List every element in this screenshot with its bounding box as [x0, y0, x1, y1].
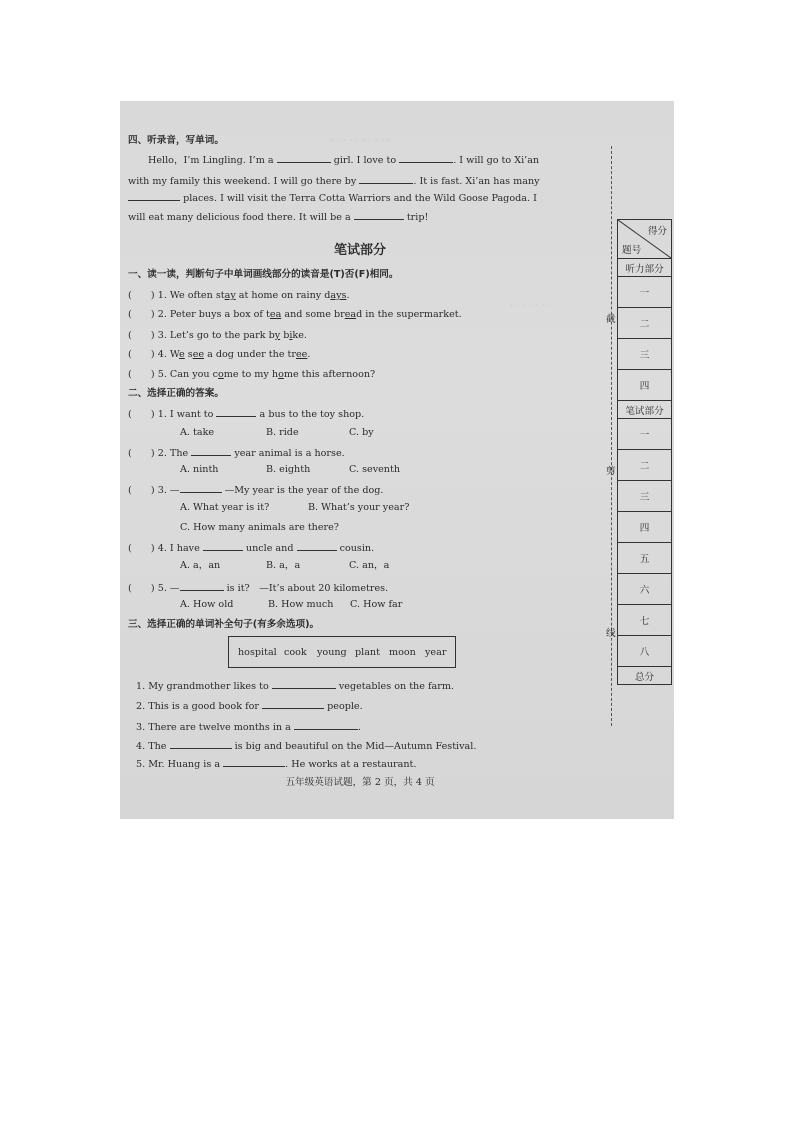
score-row: 二 — [618, 308, 671, 339]
section1-item: ( ) 2. Peter buys a box of tea and some bread in the supermarket. — [128, 309, 462, 320]
question-5: ( ) 5. — is it? —It’s about 20 kilometres. — [128, 583, 389, 594]
word-bank-item: hospital — [238, 647, 277, 658]
blank — [128, 191, 180, 201]
cut-char: 线 — [606, 628, 616, 639]
blank — [191, 446, 231, 456]
score-row: 一 — [618, 419, 671, 450]
question-3: ( ) 3. — —My year is the year of the dog. — [128, 485, 384, 496]
bleed-through: · · · · · · · · · · — [330, 136, 391, 147]
options-1: A. take B. ride C. by — [180, 427, 374, 438]
sentence-1: 1. My grandmother likes to vegetables on the farm. — [136, 681, 454, 692]
sentence-2: 2. This is a good book for people. — [136, 701, 363, 712]
section1-item: ( ) 5. Can you come to my home this afternoon? — [128, 369, 376, 380]
section2-heading: 二、选择正确的答案。 — [128, 388, 224, 399]
sentence-4: 4. The is big and beautiful on the Mid—Autumn Festival. — [136, 741, 477, 752]
page-footer: 五年级英语试题，第 2 页，共 4 页 — [285, 777, 435, 788]
question-1: ( ) 1. I want to a bus to the toy shop. — [128, 409, 365, 420]
listening-label: 听力部分 — [618, 259, 671, 277]
blank — [262, 699, 324, 709]
cut-char: 剪 — [606, 466, 616, 477]
section1-item: ( ) 3. Let’s go to the park by bike. — [128, 330, 307, 341]
section3-heading: 三、选择正确的单词补全句子(有多余选项)。 — [128, 619, 320, 630]
blank — [170, 739, 232, 749]
word-bank-item: cook — [284, 647, 307, 658]
dictation-line-3: places. I will visit the Terra Cotta Warriors and the Wild Goose Pagoda. I — [128, 191, 537, 205]
word-bank — [228, 636, 456, 668]
item-header: 题号 — [622, 245, 642, 256]
blank — [294, 720, 358, 730]
blank — [203, 541, 243, 551]
question-4: ( ) 4. I have uncle and cousin. — [128, 543, 375, 554]
section1-item: ( ) 4. We see a dog under the tree. — [128, 349, 311, 360]
written-section-title: 笔试部分 — [333, 243, 386, 258]
dictation-line-2: with my family this weekend. I will go there by . It is fast. Xi’an has many — [128, 176, 540, 187]
blank — [180, 483, 222, 493]
sentence-3: 3. There are twelve months in a . — [136, 722, 361, 733]
blank — [297, 541, 337, 551]
score-row: 三 — [618, 481, 671, 512]
options-3-c: C. How many animals are there? — [180, 522, 339, 533]
blank — [223, 757, 285, 767]
options-2: A. ninth B. eighth C. seventh — [180, 464, 401, 475]
dictation-heading: 四、听录音，写单词。 — [128, 135, 224, 146]
cut-char: 截 — [606, 314, 616, 325]
score-row: 二 — [618, 450, 671, 481]
blank — [354, 210, 404, 220]
scanned-exam-page — [120, 101, 674, 819]
score-row: 四 — [618, 370, 671, 401]
word-bank-item: moon — [389, 647, 416, 658]
score-header: 得分 — [647, 226, 667, 237]
cut-line — [611, 146, 612, 726]
score-row: 一 — [618, 277, 671, 308]
score-row: 四 — [618, 512, 671, 543]
bleed-through: · · · · · · · — [510, 301, 552, 312]
options-4: A. a，an B. a，a C. an，a — [180, 560, 390, 571]
written-label: 笔试部分 — [618, 401, 671, 419]
total-row: 总分 — [618, 667, 671, 685]
blank — [277, 153, 331, 163]
dictation-line-1: Hello，I’m Lingling. I’m a girl. I love to . I will go to Xi’an — [148, 155, 540, 166]
blank — [272, 679, 336, 689]
score-row: 三 — [618, 339, 671, 370]
blank — [180, 581, 224, 591]
word-bank-item: young — [317, 647, 347, 658]
blank — [399, 153, 453, 163]
blank — [359, 174, 413, 184]
word-bank-item: year — [425, 647, 447, 658]
sentence-5: 5. Mr. Huang is a . He works at a restaurant. — [136, 759, 417, 770]
question-2: ( ) 2. The year animal is a horse. — [128, 448, 345, 459]
score-row: 六 — [618, 574, 671, 605]
section1-heading: 一、读一读，判断句子中单词画线部分的读音是(T)否(F)相同。 — [128, 269, 399, 280]
word-bank-item: plant — [355, 647, 380, 658]
score-row: 八 — [618, 636, 671, 667]
options-5: A. How old B. How much C. How far — [180, 599, 403, 610]
dictation-line-4: will eat many delicious food there. It will be a trip! — [128, 212, 429, 223]
blank — [216, 407, 256, 417]
score-row: 七 — [618, 605, 671, 636]
score-row: 五 — [618, 543, 671, 574]
options-3: A. What year is it? B. What’s your year? — [180, 502, 410, 513]
score-table-header — [618, 219, 671, 259]
score-table — [617, 219, 672, 685]
section1-item: ( ) 1. We often stay at home on rainy days. — [128, 290, 350, 301]
